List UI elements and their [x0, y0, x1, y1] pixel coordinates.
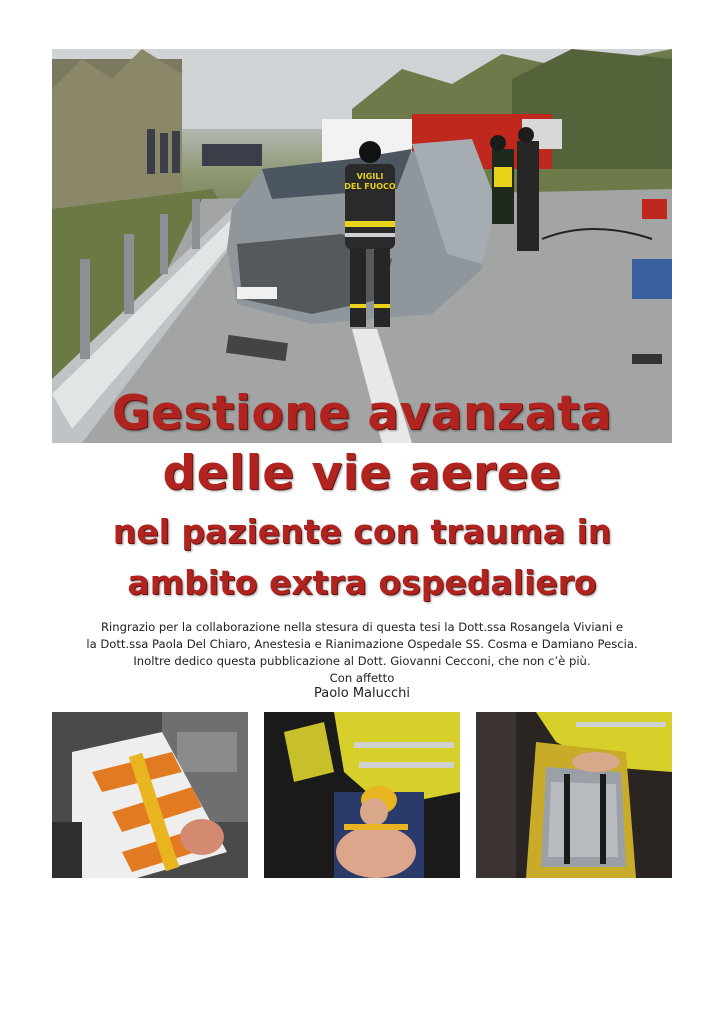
- ack-line-1: Ringrazio per la collaborazione nella stesura di questa tesi la Dott.ssa Rosangela Viviani e: [100, 620, 624, 634]
- svg-text:VIGILI: VIGILI: [356, 172, 384, 181]
- author-signature: Paolo Malucchi: [313, 686, 411, 701]
- patient-stretcher-illustration-1: [52, 712, 248, 878]
- ack-line-4: Con affetto: [329, 671, 395, 685]
- photo-patient-immobilized-2: [264, 712, 460, 878]
- subtitle-line-1: nel paziente con trauma in: [112, 512, 612, 551]
- patient-stretcher-illustration-2: [264, 712, 460, 878]
- title-line-2: delle vie aeree: [162, 446, 562, 501]
- photo-patient-immobilized-3: [476, 712, 672, 878]
- hero-accident-photo: [52, 49, 672, 443]
- subtitle-line-2: ambito extra ospedaliero: [127, 563, 597, 602]
- title-line-1: Gestione avanzata: [111, 386, 613, 441]
- patient-stretcher-illustration-3: [476, 712, 672, 878]
- accident-scene-illustration: [52, 49, 672, 443]
- ack-line-2: la Dott.ssa Paola Del Chiaro, Anestesia e Rianimazione Ospedale SS. Cosma e Damiano Pescia.: [86, 637, 638, 651]
- photo-patient-immobilized-1: [52, 712, 248, 878]
- ack-line-3: Inoltre dedico questa pubblicazione al Dott. Giovanni Cecconi, che non c’è più.: [133, 654, 591, 668]
- svg-text:DEL FUOCO: DEL FUOCO: [344, 182, 396, 191]
- acknowledgement-text: [60, 619, 664, 687]
